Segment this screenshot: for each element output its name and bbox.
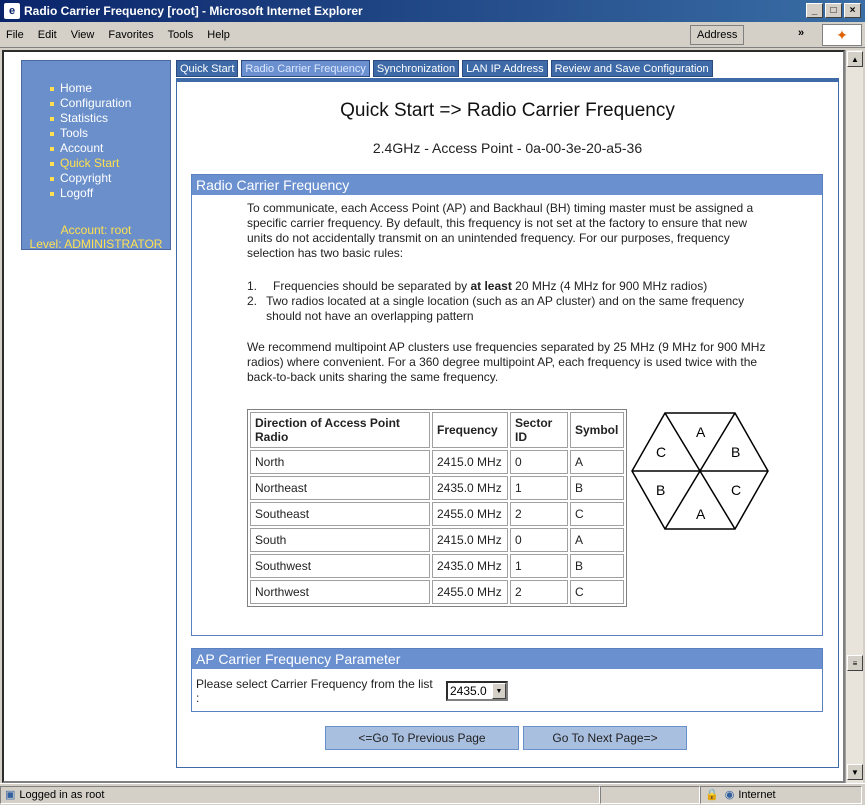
- cell-frequency: 2435.0 MHz: [432, 476, 508, 500]
- carrier-frequency-value: 2435.0: [450, 684, 487, 698]
- cell-sector-id: 0: [510, 450, 568, 474]
- hex-label-bottom-right: C: [731, 482, 742, 498]
- cell-symbol: C: [570, 580, 624, 604]
- carrier-frequency-label: Please select Carrier Frequency from the list :: [196, 677, 433, 705]
- rule-1-number: 1.: [247, 279, 258, 293]
- globe-icon: ◉: [724, 789, 735, 801]
- section-header: AP Carrier Frequency Parameter: [192, 649, 822, 669]
- scroll-down-icon[interactable]: ▼: [847, 764, 863, 780]
- security-zone: [700, 786, 862, 804]
- nav-home[interactable]: Home: [60, 81, 170, 96]
- ie-page-icon: e: [4, 3, 20, 19]
- cell-symbol: A: [570, 528, 624, 552]
- hex-label-top: A: [696, 424, 706, 440]
- nav-tools[interactable]: Tools: [60, 126, 170, 141]
- cell-direction: Southeast: [250, 502, 430, 526]
- col-direction: Direction of Access Point Radio: [250, 412, 430, 448]
- level-line: Level: ADMINISTRATOR: [29, 237, 163, 251]
- tab-bar: [176, 60, 713, 77]
- rule-2: [247, 294, 772, 324]
- tab-radio-carrier-frequency[interactable]: Radio Carrier Frequency: [241, 60, 369, 77]
- recommendation-text: We recommend multipoint AP clusters use frequencies separated by 25 MHz (9 MHz for 900 MHz radios) where convenient. For a 360 degree multipoint AP, each frequency is used twice with the back-to-back units sharing the same frequency.: [247, 340, 766, 384]
- table-row: [250, 476, 624, 500]
- hex-label-bottom-left: B: [656, 482, 666, 498]
- previous-page-button[interactable]: <=Go To Previous Page: [325, 726, 519, 750]
- hex-label-top-right: B: [731, 444, 741, 460]
- sector-hexagon-diagram: [630, 411, 770, 531]
- section-header: Radio Carrier Frequency: [192, 175, 822, 195]
- menu-file[interactable]: File: [6, 28, 24, 41]
- status-text: Logged in as root: [19, 788, 105, 801]
- status-bar: [0, 783, 865, 805]
- content-panel: [176, 78, 839, 768]
- rules-list: [247, 279, 772, 324]
- menu-tools[interactable]: Tools: [167, 28, 194, 41]
- tab-review-save[interactable]: Review and Save Configuration: [551, 60, 713, 77]
- table-row: [250, 450, 624, 474]
- table-row: [250, 554, 624, 578]
- table-header-row: [250, 412, 624, 448]
- ap-carrier-frequency-parameter-section: [191, 648, 823, 712]
- carrier-frequency-select[interactable]: [446, 681, 508, 701]
- cell-direction: Northwest: [250, 580, 430, 604]
- cell-sector-id: 2: [510, 580, 568, 604]
- table-row: [250, 528, 624, 552]
- page-icon: ▣: [5, 789, 16, 801]
- nav-account[interactable]: Account: [60, 141, 170, 156]
- window-titlebar: [0, 0, 865, 22]
- scroll-up-icon[interactable]: ▲: [847, 51, 863, 67]
- page-subtitle: 2.4GHz - Access Point - 0a-00-3e-20-a5-36: [372, 140, 643, 156]
- cell-symbol: A: [570, 450, 624, 474]
- cell-direction: North: [250, 450, 430, 474]
- links-chevron[interactable]: »: [798, 27, 805, 39]
- cell-frequency: 2435.0 MHz: [432, 554, 508, 578]
- rule-1: [247, 279, 772, 294]
- menu-favorites[interactable]: Favorites: [108, 28, 154, 41]
- cell-sector-id: 1: [510, 554, 568, 578]
- nav-statistics[interactable]: Statistics: [60, 111, 170, 126]
- table-row: [250, 502, 624, 526]
- nav-quick-start[interactable]: Quick Start: [60, 156, 170, 171]
- minimize-button[interactable]: _: [806, 3, 823, 18]
- cell-symbol: C: [570, 502, 624, 526]
- intro-text: To communicate, each Access Point (AP) and Backhaul (BH) timing master must be assigned a specific carrier frequency. By default, this frequency is not set at the factory to ensure that new units do not accidentally transmit on an unintended frequency. For our purposes, frequency selection has two basic rules:: [247, 201, 754, 260]
- cell-direction: Southwest: [250, 554, 430, 578]
- rule-1-text: [273, 279, 707, 294]
- menubar: [0, 22, 865, 48]
- rule-1-post: 20 MHz (4 MHz for 900 MHz radios): [511, 279, 708, 293]
- address-label[interactable]: Address: [690, 25, 744, 45]
- radio-carrier-frequency-section: [191, 174, 823, 636]
- cell-direction: South: [250, 528, 430, 552]
- tab-quick-start[interactable]: Quick Start: [176, 60, 238, 77]
- rule-2-text: Two radios located at a single location (such as an AP cluster) and on the same frequency should not have an overlapping pattern: [266, 294, 745, 323]
- maximize-button[interactable]: □: [825, 3, 842, 18]
- zone-text: Internet: [738, 788, 776, 801]
- nav-configuration[interactable]: Configuration: [60, 96, 170, 111]
- page-title: Quick Start => Radio Carrier Frequency: [340, 100, 675, 121]
- col-symbol: Symbol: [570, 412, 624, 448]
- nav-logoff[interactable]: Logoff: [60, 186, 170, 201]
- cell-sector-id: 0: [510, 528, 568, 552]
- cell-frequency: 2415.0 MHz: [432, 528, 508, 552]
- col-sector-id: Sector ID: [510, 412, 568, 448]
- cell-frequency: 2415.0 MHz: [432, 450, 508, 474]
- lock-icon: 🔒: [705, 789, 719, 801]
- status-spacer: [600, 786, 700, 804]
- tab-lan-ip-address[interactable]: LAN IP Address: [462, 60, 547, 77]
- status-text-cell: [0, 786, 600, 804]
- cell-frequency: 2455.0 MHz: [432, 580, 508, 604]
- rule-1-bold: at least: [470, 279, 512, 293]
- cell-direction: Northeast: [250, 476, 430, 500]
- menu-view[interactable]: View: [70, 28, 95, 41]
- rule-1-pre: Frequencies should be separated by: [273, 279, 471, 293]
- window-title: Radio Carrier Frequency [root] - Microsoft Internet Explorer: [24, 4, 363, 18]
- left-navigation: [21, 60, 171, 250]
- vertical-scrollbar[interactable]: [845, 50, 863, 783]
- cell-symbol: B: [570, 554, 624, 578]
- account-line: Account: root: [60, 223, 132, 237]
- menu-help[interactable]: Help: [207, 28, 230, 41]
- windows-logo-icon: ✦: [822, 24, 862, 46]
- col-frequency: Frequency: [432, 412, 508, 448]
- menu-edit[interactable]: Edit: [37, 28, 57, 41]
- tab-synchronization[interactable]: Synchronization: [373, 60, 459, 77]
- next-page-button[interactable]: Go To Next Page=>: [523, 726, 687, 750]
- table-row: [250, 580, 624, 604]
- scroll-thumb[interactable]: ≡: [847, 655, 863, 671]
- cell-symbol: B: [570, 476, 624, 500]
- nav-copyright[interactable]: Copyright: [60, 171, 170, 186]
- page-viewport: [2, 50, 845, 783]
- cell-sector-id: 2: [510, 502, 568, 526]
- cell-frequency: 2455.0 MHz: [432, 502, 508, 526]
- hex-label-top-left: C: [656, 444, 667, 460]
- hex-label-bottom: A: [696, 506, 706, 522]
- close-button[interactable]: ×: [844, 3, 861, 18]
- cell-sector-id: 1: [510, 476, 568, 500]
- dropdown-arrow-icon[interactable]: ▼: [492, 683, 506, 699]
- account-info: [22, 223, 170, 251]
- frequency-table: [247, 409, 627, 607]
- rule-2-number: 2.: [247, 294, 258, 308]
